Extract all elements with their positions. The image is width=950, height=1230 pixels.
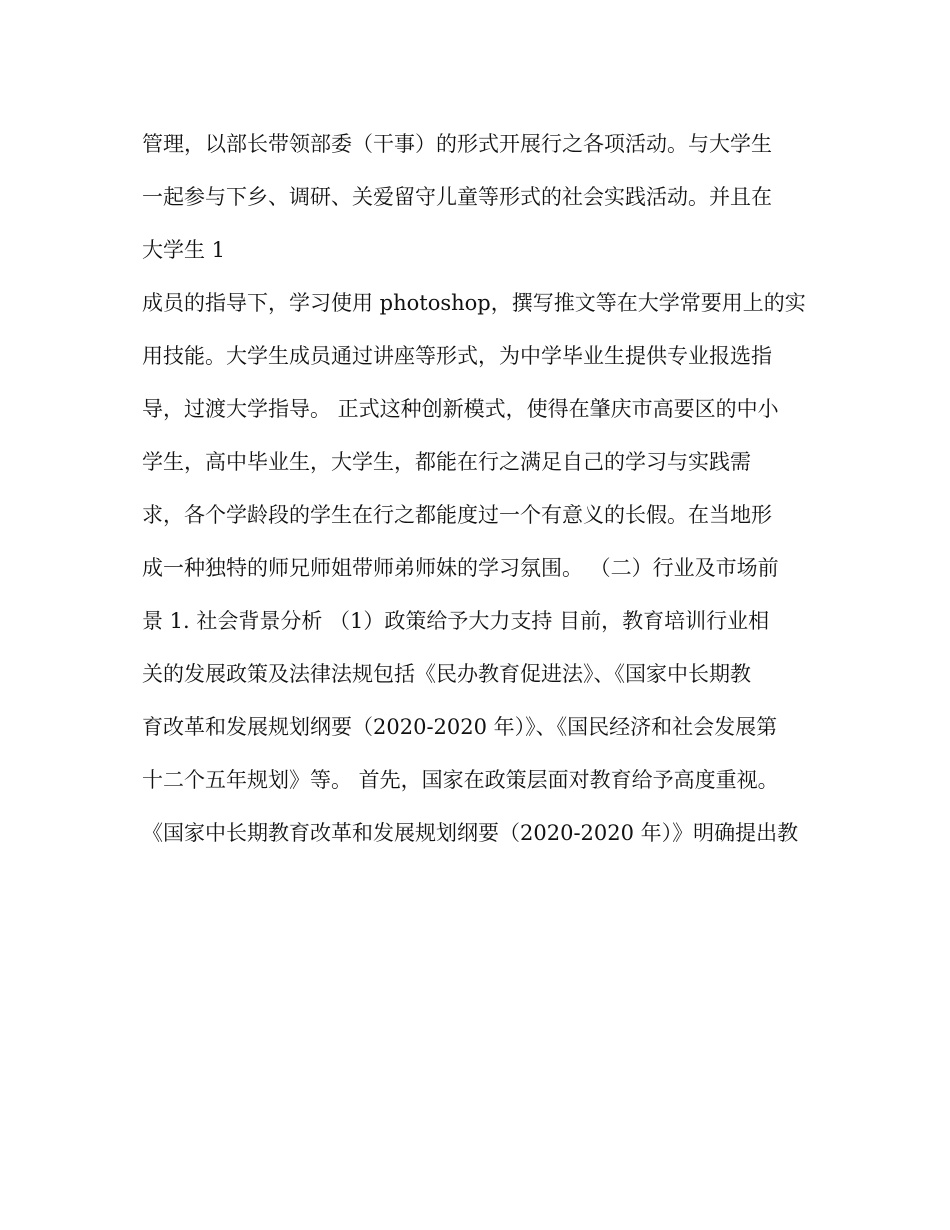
text-line: 成一种独特的师兄师姐带师弟师妹的学习氛围。 （二）行业及市场前 — [142, 556, 779, 580]
text-line: 关的发展政策及法律法规包括《民办教育促进法》、《国家中长期教 — [142, 662, 751, 686]
text-line: 十二个五年规划》等。 首先，国家在政策层面对教育给予高度重视。 — [142, 768, 779, 792]
text-line: 一起参与下乡、调研、关爱留守儿童等形式的社会实践活动。并且在 — [142, 185, 772, 209]
document-body — [142, 118, 822, 860]
text-line: 求，各个学龄段的学生在行之都能度过一个有意义的长假。在当地形 — [142, 503, 772, 527]
text-line: 用技能。大学生成员通过讲座等形式，为中学毕业生提供专业报选指 — [142, 344, 772, 368]
text-line: 导，过渡大学指导。 正式这种创新模式，使得在肇庆市高要区的中小 — [142, 397, 779, 421]
text-line: 大学生 1 — [142, 238, 226, 262]
text-line: 《国家中长期教育改革和发展规划纲要（2020-2020 年）》明确提出教 — [142, 821, 799, 845]
text-line: 成员的指导下，学习使用 photoshop，撰写推文等在大学常要用上的实 — [142, 291, 806, 315]
text-line: 景 1. 社会背景分析 （1）政策给予大力支持 目前，教育培训行业相 — [142, 609, 770, 633]
text-line: 育改革和发展规划纲要（2020-2020 年）》、《国民经济和社会发展第 — [142, 715, 778, 739]
text-line: 学生，高中毕业生，大学生，都能在行之满足自己的学习与实践需 — [142, 450, 751, 474]
text-line: 管理，以部长带领部委（干事）的形式开展行之各项活动。与大学生 — [142, 132, 772, 156]
